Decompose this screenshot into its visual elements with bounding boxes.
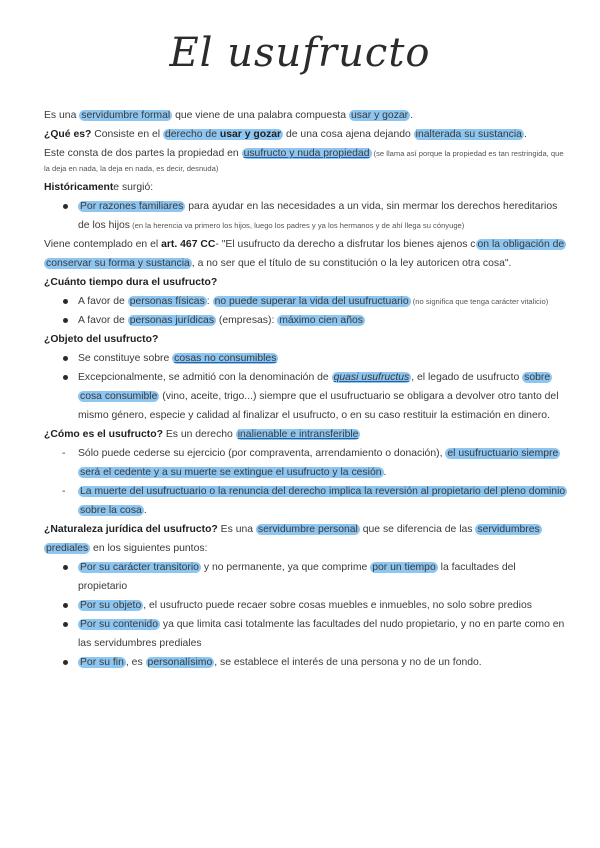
highlight: Por su objeto: [80, 600, 142, 611]
highlight: Por su contenido: [80, 619, 158, 630]
list-item: Por su fin , es personalísimo , se establece el interés de una persona y no de un fondo.: [78, 653, 566, 672]
highlight: personas físicas: [129, 296, 205, 307]
section-heading: ¿Objeto del usufructo?: [44, 334, 159, 345]
highlight: usar y gozar: [350, 110, 409, 121]
nature-list: [44, 558, 566, 672]
highlight: usufructo y nuda propiedad: [243, 148, 370, 159]
highlight: no puede superar la vida del usufructuario: [214, 296, 409, 307]
highlight: derecho de usar y gozar: [164, 129, 282, 140]
list-item: A favor de personas físicas : no puede superar la vida del usufructuario (no significa que tenga carácter vitalicio): [78, 292, 566, 311]
highlight: inalienable e intransferible: [237, 429, 359, 440]
list-item: A favor de personas jurídicas (empresas): máximo cien años: [78, 311, 566, 330]
historico-list: [44, 197, 566, 235]
highlight: máximo cien años: [279, 315, 363, 326]
section-label: ¿Qué es?: [44, 129, 92, 140]
highlight: Por su fin: [80, 657, 124, 668]
article-paragraph: Viene contemplado en el art. 467 CC- "El usufructo da derecho a disfrutar los bienes ajenos c on la obligación de conservar su forma y sustancia , a no ser que el título de su constitución o la ley autoricen otra cosa".: [44, 239, 565, 269]
highlight: on la obligación de conservar su forma y sustancia: [46, 239, 565, 269]
side-note: (en la herencia va primero los hijos, luego los padres y ya los hermanos y de ahí llega su cónyuge): [129, 221, 465, 230]
highlight: Por razones familiares: [80, 201, 184, 212]
list-item: - Sólo puede cederse su ejercicio (por compraventa, arrendamiento o donación), el usufructuario siempre será el cedente y a su muerte se extingue el usufructo y la cesión .: [78, 444, 566, 482]
highlight: La muerte del usufructuario o la renuncia del derecho implica la reversión al propietario del pleno dominio sobre la cosa: [80, 486, 566, 516]
document-body: [44, 106, 566, 672]
historico-heading: Históricamente surgió:: [44, 182, 154, 193]
highlight: sobre cosa consumible: [80, 372, 551, 402]
highlight: servidumbre personal: [257, 524, 358, 535]
highlight: personas jurídicas: [129, 315, 215, 326]
como-list: [44, 444, 566, 520]
side-note: (no significa que tenga carácter vitalicio): [410, 297, 549, 306]
side-note: (se llama así porque la propiedad es tan restringida, que la deja en nada, la deja en nada, es decir, desnuda): [44, 149, 564, 173]
intro-paragraph: Es una servidumbre formal que viene de una palabra compuesta usar y gozar .: [44, 110, 414, 121]
highlight: cosas no consumibles: [174, 353, 277, 364]
highlight: servidumbres prediales: [46, 524, 540, 554]
highlight: personalísimo: [147, 657, 213, 668]
highlight: por un tiempo: [372, 562, 436, 573]
list-item: - La muerte del usufructuario o la renuncia del derecho implica la reversión al propietario del pleno dominio sobre la cosa .: [78, 482, 566, 520]
partes-paragraph: Este consta de dos partes la propiedad en usufructo y nuda propiedad (se llama así porque la propiedad es tan restringida, que la deja en nada, la deja en nada, es decir, desnuda): [44, 148, 564, 173]
como-paragraph: ¿Cómo es el usufructo? Es un derecho inalienable e intransferible: [44, 429, 359, 440]
duration-list: [44, 292, 566, 330]
highlight: servidumbre formal: [81, 110, 171, 121]
highlight: inalterada su sustancia: [415, 129, 522, 140]
list-item: Por su contenido ya que limita casi totalmente las facultades del nudo propietario, y no en parte como en las servidumbres prediales: [78, 615, 566, 653]
naturaleza-paragraph: ¿Naturaleza jurídica del usufructo? Es una servidumbre personal que se diferencia de las servidumbres prediales en los siguientes puntos:: [44, 524, 540, 554]
page-title: El usufructo: [169, 30, 431, 76]
list-item: Se constituye sobre cosas no consumibles: [78, 349, 566, 368]
object-list: [44, 349, 566, 425]
highlight: Por su carácter transitorio: [80, 562, 199, 573]
section-heading: ¿Cuánto tiempo dura el usufructo?: [44, 277, 218, 288]
que-es-paragraph: ¿Qué es? Consiste en el derecho de usar y gozar de una cosa ajena dejando inalterada su sustancia .: [44, 129, 527, 140]
list-item: Por razones familiares para ayudar en las necesidades a un vida, sin mermar los derechos hereditarios de los hijos (en la herencia va primero los hijos, luego los padres y ya los hermanos y de ahí llega su cónyuge): [78, 197, 566, 235]
highlight: el usufructuario siempre será el cedente y a su muerte se extingue el usufructo y la cesión: [80, 448, 559, 478]
list-item: Por su objeto , el usufructo puede recaer sobre cosas muebles e inmuebles, no solo sobre predios: [78, 596, 566, 615]
list-item: Excepcionalmente, se admitió con la denominación de quasi usufructus , el legado de usufructo sobre cosa consumible (vino, aceite, trigo...) siempre que el usufructuario se obligara a devolver otro tanto del mismo género, especie y calidad al finalizar el usufructo, o en su caso restituir la estimación en dinero.: [78, 368, 566, 425]
list-item: Por su carácter transitorio y no permanente, ya que comprime por un tiempo la facultades del propietario: [78, 558, 566, 596]
highlight: quasi usufructus: [333, 372, 410, 383]
